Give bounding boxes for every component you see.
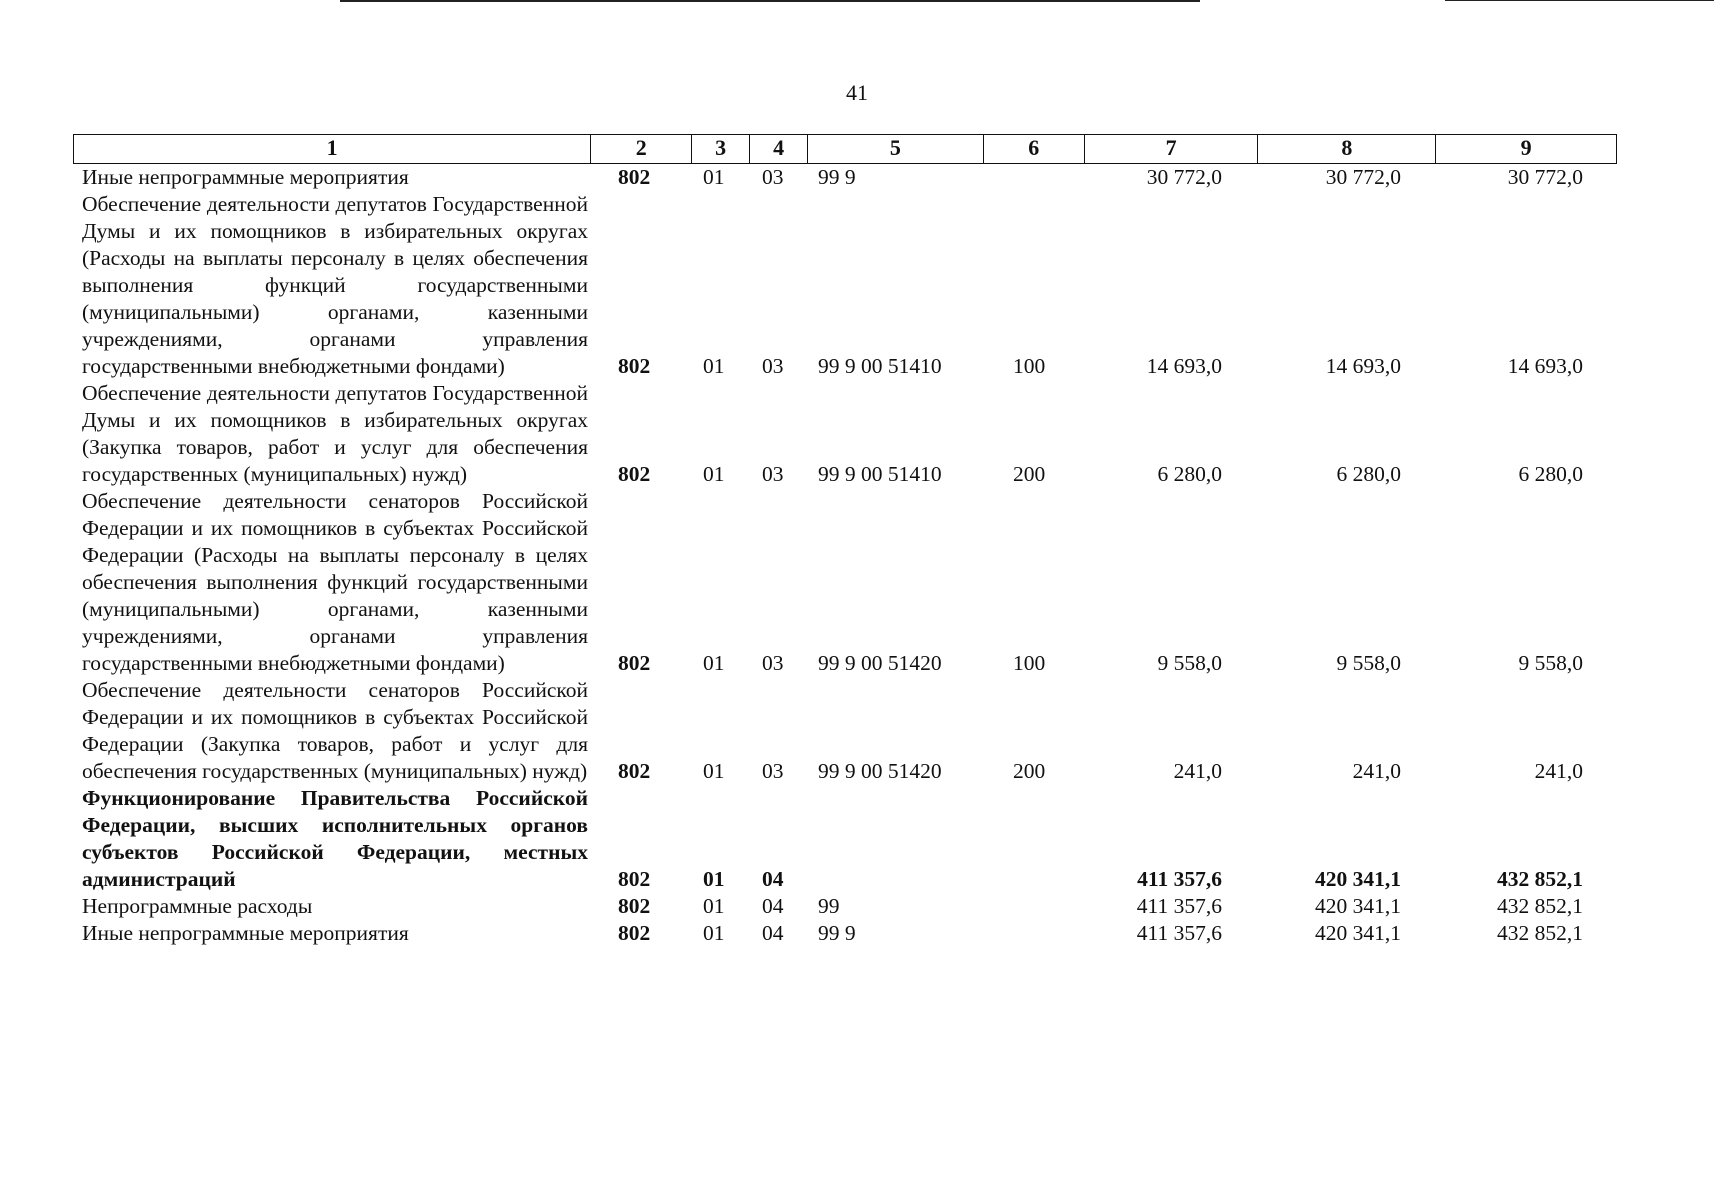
cell-col-3: 01 xyxy=(703,462,725,486)
cell-col-7: 30 772,0 xyxy=(1146,165,1222,189)
cell-col-6: 100 xyxy=(1013,651,1046,675)
cell-col-6: 200 xyxy=(1013,759,1046,783)
row-description: Непрограммные расходы xyxy=(82,894,313,918)
cell-col-4: 03 xyxy=(762,759,784,783)
cell-col-3: 01 xyxy=(703,759,725,783)
row-description: Обеспечение деятельности сенаторов Российской Федерации и их помощников в субъектах Российской Федерации (Расходы на выплаты персоналу в целях обеспечения выполнения функций государственными (муниципальными) органами, казенными учреждениями, органами управления государственными внебюджетными фондами) xyxy=(82,489,588,675)
cell-col-2: 802 xyxy=(618,759,651,783)
cell-col-9: 432 852,1 xyxy=(1497,894,1583,918)
cell-col-9: 241,0 xyxy=(1534,759,1583,783)
cell-col-8: 420 341,1 xyxy=(1315,894,1401,918)
page-number: 41 xyxy=(846,80,868,105)
cell-col-5: 99 9 00 51420 xyxy=(818,759,942,783)
cell-col-2: 802 xyxy=(618,894,651,918)
cell-col-9: 14 693,0 xyxy=(1507,354,1583,378)
table-row xyxy=(73,380,1617,488)
header-col-9: 9 xyxy=(1520,135,1532,160)
scan-top-line xyxy=(1445,0,1714,1)
cell-col-8: 14 693,0 xyxy=(1325,354,1401,378)
cell-col-5: 99 9 00 51410 xyxy=(818,354,942,378)
cell-col-8: 420 341,1 xyxy=(1315,921,1401,945)
cell-col-7: 411 357,6 xyxy=(1136,894,1222,918)
cell-col-7: 6 280,0 xyxy=(1157,462,1222,486)
scan-top-line xyxy=(340,0,1200,2)
cell-col-7: 9 558,0 xyxy=(1157,651,1222,675)
cell-col-6: 200 xyxy=(1013,462,1046,486)
cell-col-2: 802 xyxy=(618,165,651,189)
row-description: Функционирование Правительства Российской Федерации, высших исполнительных органов субъектов Российской Федерации, местных администраций xyxy=(82,786,588,891)
cell-col-5: 99 9 00 51410 xyxy=(818,462,942,486)
table-header xyxy=(73,134,1617,164)
cell-col-8: 6 280,0 xyxy=(1336,462,1401,486)
cell-col-6: 100 xyxy=(1013,354,1046,378)
header-col-1: 1 xyxy=(74,135,591,163)
header-col-6: 6 xyxy=(984,135,1085,163)
table-row xyxy=(73,677,1617,785)
cell-col-8: 9 558,0 xyxy=(1336,651,1401,675)
cell-col-7: 411 357,6 xyxy=(1136,921,1222,945)
table-row xyxy=(73,164,1617,191)
cell-col-8: 420 341,1 xyxy=(1315,867,1401,891)
cell-col-4: 03 xyxy=(762,651,784,675)
cell-col-9: 432 852,1 xyxy=(1497,867,1583,891)
header-col-2: 2 xyxy=(591,135,692,163)
table-row xyxy=(73,488,1617,677)
table-row xyxy=(73,191,1617,380)
cell-col-4: 04 xyxy=(762,921,784,945)
cell-col-7: 411 357,6 xyxy=(1137,867,1222,891)
cell-col-9: 432 852,1 xyxy=(1497,921,1583,945)
cell-col-5: 99 9 xyxy=(818,921,856,945)
row-description: Иные непрограммные мероприятия xyxy=(82,165,409,189)
cell-col-3: 01 xyxy=(703,921,725,945)
cell-col-5: 99 9 xyxy=(818,165,856,189)
cell-col-4: 03 xyxy=(762,165,784,189)
cell-col-3: 01 xyxy=(703,651,725,675)
cell-col-5: 99 xyxy=(818,894,840,918)
cell-col-4: 03 xyxy=(762,462,784,486)
table-row xyxy=(73,893,1617,920)
row-description: Иные непрограммные мероприятия xyxy=(82,921,409,945)
row-description: Обеспечение деятельности депутатов Государственной Думы и их помощников в избирательных округах (Закупка товаров, работ и услуг для обеспечения государственных (муниципальных) нужд) xyxy=(82,381,588,486)
table-body xyxy=(73,164,1617,947)
header-col-7: 7 xyxy=(1085,135,1259,163)
cell-col-3: 01 xyxy=(703,165,725,189)
cell-col-5: 99 9 00 51420 xyxy=(818,651,942,675)
cell-col-2: 802 xyxy=(618,867,651,891)
cell-col-2: 802 xyxy=(618,921,651,945)
cell-col-2: 802 xyxy=(618,651,651,675)
cell-col-8: 241,0 xyxy=(1352,759,1401,783)
cell-col-7: 14 693,0 xyxy=(1146,354,1222,378)
cell-col-3: 01 xyxy=(703,354,725,378)
cell-col-4: 04 xyxy=(762,867,784,891)
row-description: Обеспечение деятельности депутатов Государственной Думы и их помощников в избирательных округах (Расходы на выплаты персоналу в целях обеспечения выполнения функций государственными (муниципальными) органами, казенными учреждениями, органами управления государственными внебюджетными фондами) xyxy=(82,192,588,378)
cell-col-9: 6 280,0 xyxy=(1518,462,1583,486)
cell-col-9: 30 772,0 xyxy=(1507,165,1583,189)
cell-col-7: 241,0 xyxy=(1173,759,1222,783)
row-description: Обеспечение деятельности сенаторов Российской Федерации и их помощников в субъектах Российской Федерации (Закупка товаров, работ и услуг для обеспечения государственных (муниципальных) нужд) xyxy=(82,678,588,783)
table-row xyxy=(73,920,1617,947)
table-row xyxy=(73,785,1617,893)
cell-col-2: 802 xyxy=(618,354,651,378)
cell-col-8: 30 772,0 xyxy=(1325,165,1401,189)
cell-col-3: 01 xyxy=(703,894,725,918)
header-col-4: 4 xyxy=(750,135,808,163)
cell-col-3: 01 xyxy=(703,867,725,891)
cell-col-4: 04 xyxy=(762,894,784,918)
cell-col-4: 03 xyxy=(762,354,784,378)
header-col-3: 3 xyxy=(692,135,750,163)
header-col-5: 5 xyxy=(808,135,984,163)
cell-col-9: 9 558,0 xyxy=(1518,651,1583,675)
header-col-8: 8 xyxy=(1258,135,1436,163)
cell-col-2: 802 xyxy=(618,462,651,486)
